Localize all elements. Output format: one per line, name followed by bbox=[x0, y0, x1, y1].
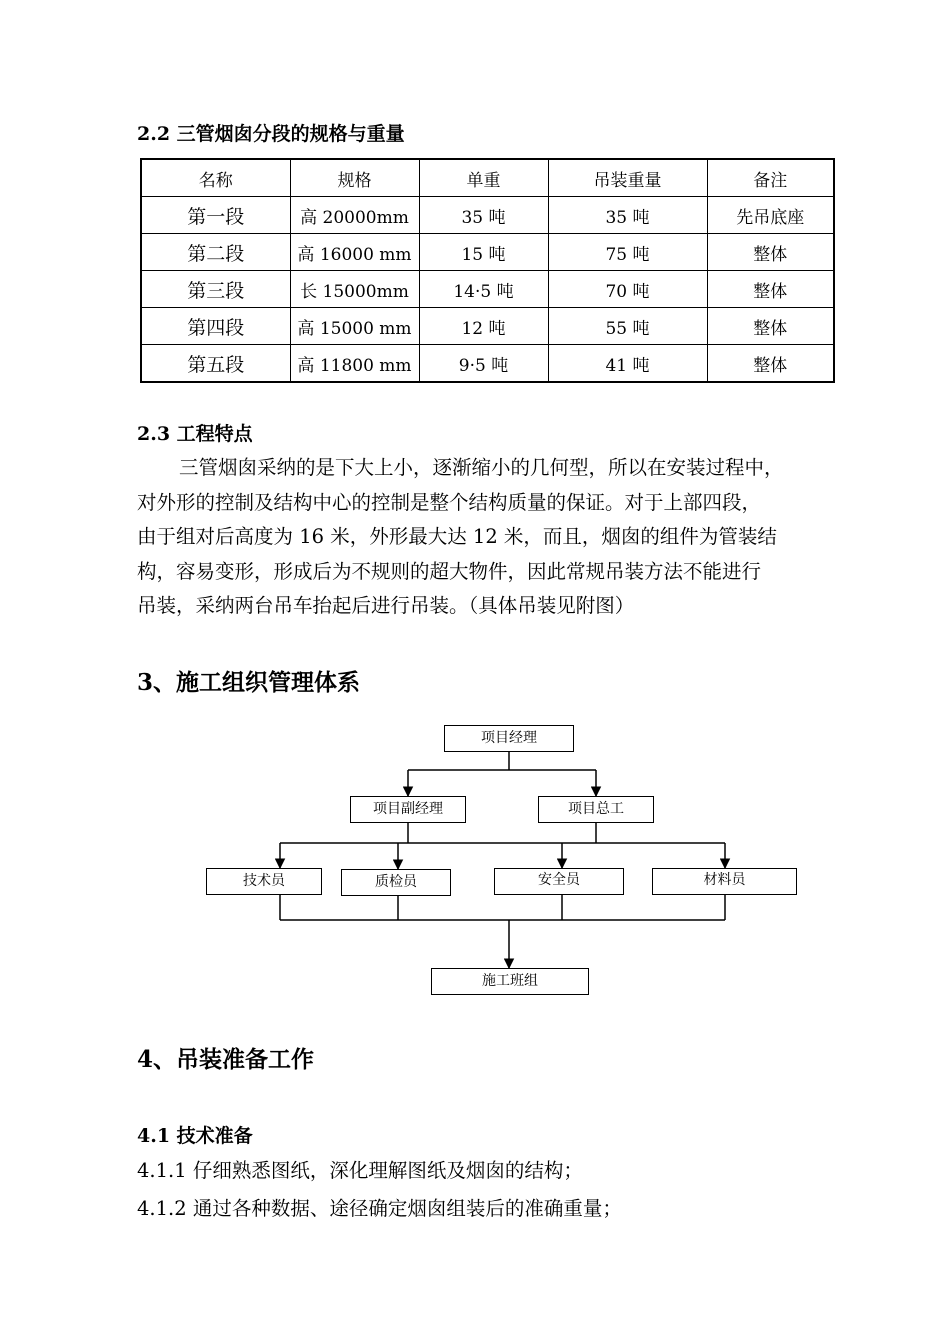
table-cell: 整体 bbox=[707, 345, 834, 383]
section-2-3-title: 2.3 工程特点 bbox=[137, 423, 253, 445]
table-cell: 9·5 吨 bbox=[419, 345, 548, 383]
section-4-1-title: 4.1 技术准备 bbox=[137, 1125, 253, 1147]
table-cell: 第二段 bbox=[141, 234, 290, 271]
table-cell: 第四段 bbox=[141, 308, 290, 345]
table-cell: 35 吨 bbox=[548, 197, 707, 234]
table-cell: 70 吨 bbox=[548, 271, 707, 308]
table-cell: 整体 bbox=[707, 308, 834, 345]
header-spec: 规格 bbox=[290, 159, 419, 197]
org-box-construction-team: 施工班组 bbox=[431, 968, 589, 995]
section-4-title: 4、吊装准备工作 bbox=[137, 1046, 315, 1073]
list-item: 4.1.1 仔细熟悉图纸，深化理解图纸及烟囱的结构； bbox=[137, 1159, 583, 1182]
table-cell: 15 吨 bbox=[419, 234, 548, 271]
table-cell: 高 20000mm bbox=[290, 197, 419, 234]
list-item: 4.1.2 通过各种数据、途径确定烟囱组装后的准确重量； bbox=[137, 1197, 622, 1220]
table-cell: 整体 bbox=[707, 234, 834, 271]
table-cell: 75 吨 bbox=[548, 234, 707, 271]
paragraph-line: 三管烟囱采纳的是下大上小，逐渐缩小的几何型，所以在安装过程中， bbox=[179, 456, 784, 479]
org-box-manager: 项目经理 bbox=[444, 725, 574, 752]
table-cell: 高 15000 mm bbox=[290, 308, 419, 345]
table-cell: 12 吨 bbox=[419, 308, 548, 345]
section-2-2-title: 2.2 三管烟囱分段的规格与重量 bbox=[137, 123, 405, 145]
org-box-deputy-manager: 项目副经理 bbox=[350, 796, 466, 823]
table-cell: 高 11800 mm bbox=[290, 345, 419, 383]
table-cell: 整体 bbox=[707, 271, 834, 308]
org-box-quality-inspector: 质检员 bbox=[341, 869, 451, 896]
org-box-chief-engineer: 项目总工 bbox=[538, 796, 654, 823]
table-cell: 14·5 吨 bbox=[419, 271, 548, 308]
header-name: 名称 bbox=[141, 159, 290, 197]
header-remark: 备注 bbox=[707, 159, 834, 197]
paragraph-line: 构，容易变形，形成后为不规则的超大物件，因此常规吊装方法不能进行 bbox=[137, 559, 762, 583]
table-cell: 长 15000mm bbox=[290, 271, 419, 308]
table-cell: 55 吨 bbox=[548, 308, 707, 345]
table-cell: 高 16000 mm bbox=[290, 234, 419, 271]
table-cell: 35 吨 bbox=[419, 197, 548, 234]
table-cell: 第一段 bbox=[141, 197, 290, 234]
table-cell: 41 吨 bbox=[548, 345, 707, 383]
header-unit-weight: 单重 bbox=[419, 159, 548, 197]
org-box-material-officer: 材料员 bbox=[652, 868, 797, 895]
table-cell: 第三段 bbox=[141, 271, 290, 308]
org-box-safety-officer: 安全员 bbox=[494, 868, 624, 895]
org-box-technician: 技术员 bbox=[206, 868, 322, 895]
table-cell: 先吊底座 bbox=[707, 197, 834, 234]
paragraph-line: 吊装，采纳两台吊车抬起后进行吊装。（具体吊装见附图） bbox=[137, 594, 635, 617]
paragraph-line: 由于组对后高度为 16 米，外形最大达 12 米，而且，烟囱的组件为管装结 bbox=[137, 525, 777, 548]
paragraph-line: 对外形的控制及结构中心的控制是整个结构质量的保证。对于上部四段， bbox=[137, 490, 762, 514]
table-cell: 第五段 bbox=[141, 345, 290, 383]
section-3-title: 3、施工组织管理体系 bbox=[137, 669, 361, 696]
header-lift-weight: 吊装重量 bbox=[548, 159, 707, 197]
